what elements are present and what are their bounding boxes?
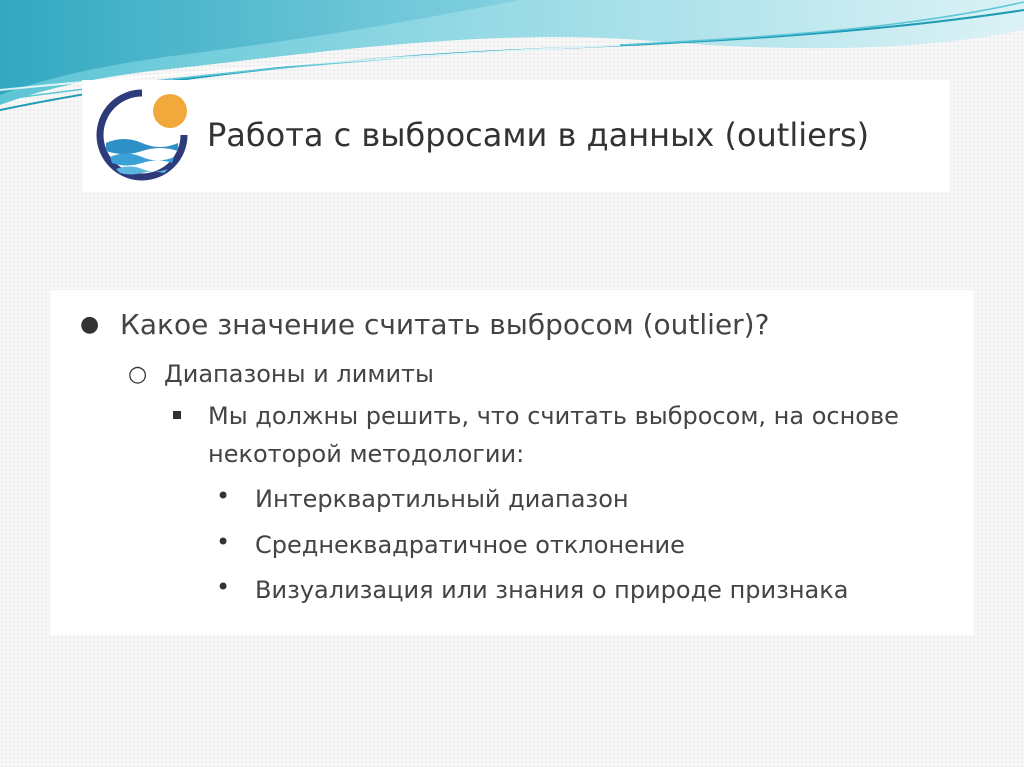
bullet-level1-marker: ○ <box>128 362 148 387</box>
list-item: Визуализация или знания о природе признака <box>255 576 849 604</box>
title-panel <box>82 80 950 192</box>
list-item: Интерквартильный диапазон <box>255 485 629 513</box>
bullet-level1: Диапазоны и лимиты <box>164 360 434 388</box>
bullet-level0-marker: ● <box>80 312 100 337</box>
bullet-level3-marker: • <box>216 528 231 556</box>
bullet-level2-square-icon <box>173 411 181 419</box>
bullet-level3-marker: • <box>216 482 231 510</box>
bullet-level3-marker: • <box>216 573 231 601</box>
sun-over-water-logo-icon <box>92 85 192 185</box>
slide-title: Работа с выбросами в данных (outliers) <box>207 116 870 154</box>
bullet-level0: Какое значение считать выбросом (outlier)? <box>120 308 770 341</box>
list-item: Среднеквадратичное отклонение <box>255 531 685 559</box>
bullet-level2-line1: Мы должны решить, что считать выбросом, на основе <box>208 402 899 430</box>
content-panel <box>50 290 974 635</box>
bullet-level2-line2: некоторой методологии: <box>208 440 525 468</box>
